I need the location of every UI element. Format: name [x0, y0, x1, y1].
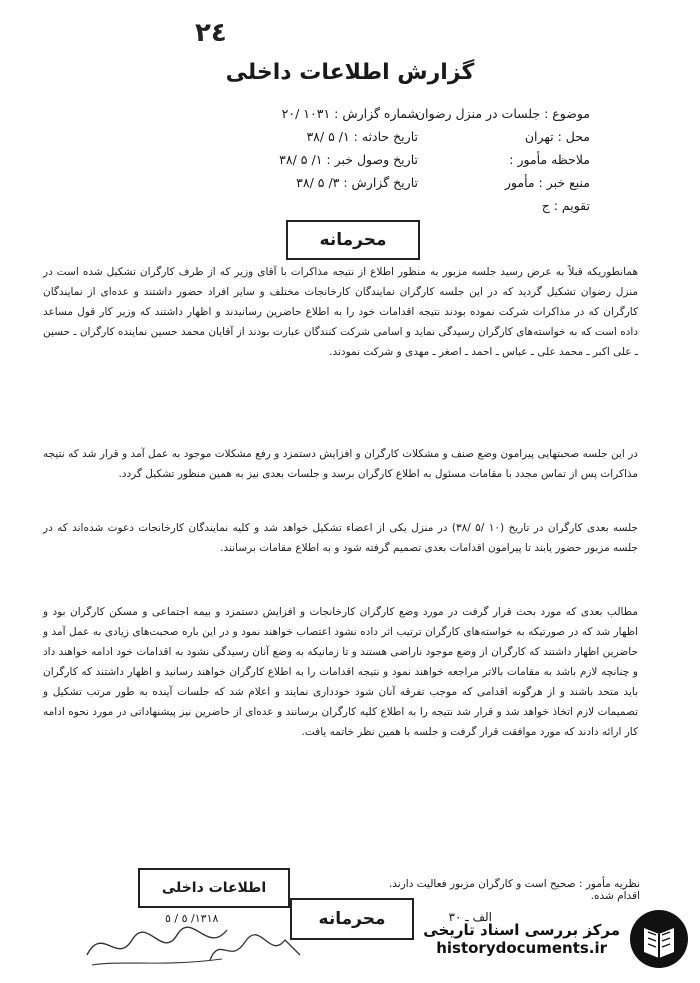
meta-subject: موضوع : جلسات در منزل رضوان: [415, 106, 590, 121]
meta-grade: تقویم : ج: [541, 198, 590, 213]
received-stamp: اطلاعات داخلی: [138, 868, 290, 908]
paragraph-text: در این جلسه صحبتهایی پیرامون وضع صنف و مشکلات کارگران و افزایش دستمزد و رفع مشکلات موجود به عمل آمد و قرار شد که نتیجه مذاکرات پس از تماس مجدد با مقامات مسئول به اطلاع کارگران برسد و جلسات بعدی نیز به همین منظور تشکیل گردد.: [43, 448, 638, 480]
page-number-mark: ٢٤: [195, 18, 227, 48]
watermark-name: مرکز بررسی اسناد تاریخی: [423, 921, 620, 939]
body-paragraph-1: [43, 262, 638, 362]
document-title: گزارش اطلاعات داخلی: [225, 60, 475, 85]
meta-report-number: شماره گزارش : ١٠٣١ /٢٠: [281, 106, 418, 121]
paragraph-text: همانطوریکه قبلاً به عرض رسید جلسه مزبور به منظور اطلاع از نتیجه مذاکرات با آقای وزیر که از طرف کارگران تشکیل شده است در منزل رضوان تشکیل گردید که در این جلسه کارگران نمایندگان کارخانجات مختلف و سایر افراد حضور داشتند و عده‌ای از نمایندگان کارگران که در مذاکرات شرکت نموده بودند نتیجه اقدامات خود را به اطلاع حاضرین رسانیدند و اظهار داشتند که وزیر کار قول مساعد داده است که به خواسته‌های کارگران رسیدگی نماید و اسامی شرکت کنندگان عبارت بودند از آقایان محمد حسین نماینده کارگران ـ حسین ـ علی اکبر ـ محمد علی ـ عباس ـ احمد ـ اصغر ـ مهدی و شرکت نمودند.: [43, 266, 638, 358]
meta-block-left: [218, 102, 418, 194]
meta-report-date: تاریخ گزارش : ٣/ ۵ /٣٨: [296, 175, 418, 190]
meta-event-date: تاریخ حادثه : ١/ ۵ /٣٨: [306, 129, 418, 144]
archive-number: ١٣١٨/ ٥ / ٥: [165, 912, 219, 925]
paragraph-text: جلسه بعدی کارگران در تاریخ (١٠ /۵ /٣٨) در منزل یکی از اعضاء تشکیل خواهد شد و کلیه نمایندگان کارخانجات دعوت شده‌اند که در جلسه مزبور حضور یابند تا پیرامون اقدامات بعدی تصمیم گرفته شود و به اطلاع مقامات برسانند.: [43, 522, 638, 554]
archive-logo-icon: [628, 908, 690, 970]
archive-watermark: [370, 903, 690, 975]
meta-location: محل : تهران: [524, 129, 590, 144]
attachment-ref: الف ـ ٣٠: [448, 910, 492, 924]
meta-source: منبع خبر : مأمور: [504, 175, 590, 190]
endnote-line: نظریه مأمور : صحیح است و کارگران مزبور فعالیت دارند.: [388, 878, 640, 890]
paragraph-text: مطالب بعدی که مورد بحث قرار گرفت در مورد وضع کارگران کارخانجات و افزایش دستمزد و بیمه اجتماعی و مسکن کارگران بود و اظهار شد که در صورتیکه به خواسته‌های کارگران ترتیب اثر داده نشود اعتصاب خواهند نمود و در این باره صحبت‌های زیادی به عمل آمد و حاضرین اظهار داشتند که کارگران از وضع موجود ناراضی هستند و تا زمانیکه به وضع آنان رسیدگی نشود به اقدامات خود ادامه خواهند داد و چنانچه لازم باشد به مقامات بالاتر مراجعه خواهند نمود و نتیجه اقدامات را به اطلاع کارگران خواهند رسانید و اظهار داشتند که کارگران باید متحد باشند و از هرگونه اقدامی که موجب تفرقه آنان شود خودداری نمایند و اعلام شد که جلسات آینده به طور مرتب تشکیل و تصمیمات لازم اتخاذ خواهد شد و قرار شد نتیجه را به اطلاع کلیه کارگران برسانند و عده‌ای از حاضرین نیز پیشنهاداتی در مورد نحوه ادامه کار ارائه دادند که مورد موافقت قرار گرفت و جلسه با همین نظر خاتمه یافت.: [43, 606, 638, 738]
watermark-url: historydocuments.ir: [436, 939, 608, 957]
endnote-line: اقدام شده.: [590, 890, 640, 902]
handwritten-initials: [205, 930, 305, 970]
confidential-stamp-bottom: محرمانه: [290, 898, 414, 940]
confidential-stamp: محرمانه: [286, 220, 420, 260]
meta-received-date: تاریخ وصول خبر : ١/ ۵ /٣٨: [279, 152, 418, 167]
body-paragraph-3: [43, 518, 638, 558]
officer-endnote: [389, 878, 640, 902]
body-paragraph-2: [43, 444, 638, 484]
meta-officer-note: ملاحظه مأمور :: [509, 152, 590, 167]
body-paragraph-4: [43, 602, 638, 742]
